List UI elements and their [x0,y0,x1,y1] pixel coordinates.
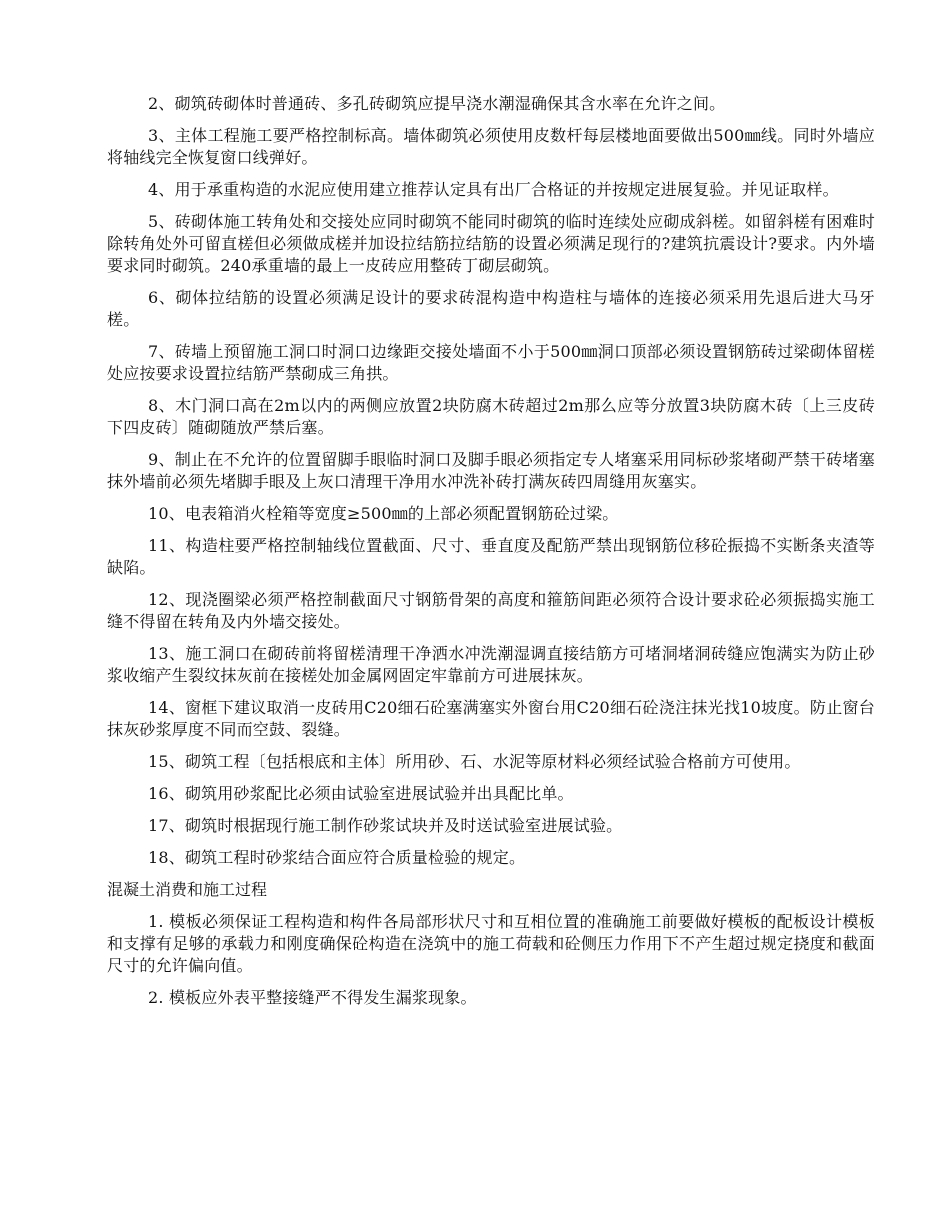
paragraph-item-18: 18、砌筑工程时砂浆结合面应符合质量检验的规定。 [148,848,526,867]
paragraph-item-14: 14、窗框下建议取消一皮砖用C20细石砼塞满塞实外窗台用C20细石砼浇注抹光找10坡度。防止窗台抹灰砂浆厚度不同而空鼓、裂缝。 [107,698,875,739]
paragraph-item-2: 2、砌筑砖砌体时普通砖、多孔砖砌筑应提早浇水潮湿确保其含水率在允许之间。 [148,94,726,113]
paragraph-item-6: 6、砌体拉结筋的设置必须满足设计的要求砖混构造中构造柱与墙体的连接必须采用先退后进大马牙槎。 [107,288,875,329]
paragraph-item-13: 13、施工洞口在砌砖前将留槎清理干净洒水冲洗潮湿调直接结筋方可堵洞堵洞砖缝应饱满实为防止砂浆收缩产生裂纹抹灰前在接槎处加金属网固定牢靠前方可进展抹灰。 [107,644,875,685]
paragraph-item-15: 15、砌筑工程〔包括根底和主体〕所用砂、石、水泥等原材料必须经试验合格前方可使用。 [148,752,801,771]
paragraph-item-9: 9、制止在不允许的位置留脚手眼临时洞口及脚手眼必须指定专人堵塞采用同标砂浆堵砌严禁干砖堵塞抹外墙前必须先堵脚手眼及上灰口清理干净用水冲洗补砖打满灰砖四周缝用灰塞实。 [107,450,875,491]
paragraph-item-7: 7、砖墙上预留施工洞口时洞口边缘距交接处墙面不小于500㎜洞口顶部必须设置钢筋砖过梁砌体留槎处应按要求设置拉结筋严禁砌成三角拱。 [107,342,875,383]
paragraph-item-8: 8、木门洞口高在2m以内的两侧应放置2块防腐木砖超过2m那么应等分放置3块防腐木砖〔上三皮砖下四皮砖〕随砌随放严禁后塞。 [107,396,875,437]
concrete-paragraph-2: 2. 模板应外表平整接缝严不得发生漏浆现象。 [148,988,477,1007]
paragraph-item-3: 3、主体工程施工要严格控制标高。墙体砌筑必须使用皮数杆每层楼地面要做出500㎜线。同时外墙应将轴线完全恢复窗口线弹好。 [107,126,875,167]
concrete-paragraph-1: 1. 模板必须保证工程构造和构件各局部形状尺寸和互相位置的准确施工前要做好模板的配板设计模板和支撑有足够的承载力和刚度确保砼构造在浇筑中的施工荷载和砼侧压力作用下不产生超过规定挠度和截面尺寸的允许偏向值。 [107,912,875,975]
paragraph-item-17: 17、砌筑时根据现行施工制作砂浆试块并及时送试验室进展试验。 [148,816,623,835]
section-heading: 混凝土消费和施工过程 [107,880,268,899]
paragraph-item-5: 5、砖砌体施工转角处和交接处应同时砌筑不能同时砌筑的临时连续处应砌成斜槎。如留斜槎有困难时除转角处外可留直槎但必须做成槎并加设拉结筋拉结筋的设置必须满足现行的?建筑抗震设计?要求。内外墙要求同时砌筑。240承重墙的最上一皮砖应用整砖丁砌层砌筑。 [107,212,875,275]
paragraph-item-11: 11、构造柱要严格控制轴线位置截面、尺寸、垂直度及配筋严禁出现钢筋位移砼振捣不实断条夹渣等缺陷。 [107,536,875,577]
paragraph-item-10: 10、电表箱消火栓箱等宽度≥500㎜的上部必须配置钢筋砼过梁。 [148,504,619,523]
paragraph-item-16: 16、砌筑用砂浆配比必须由试验室进展试验并出具配比单。 [148,784,574,803]
paragraph-item-4: 4、用于承重构造的水泥应使用建立推荐认定具有出厂合格证的并按规定进展复验。并见证取样。 [148,180,839,199]
paragraph-item-12: 12、现浇圈梁必须严格控制截面尺寸钢筋骨架的高度和箍筋间距必须符合设计要求砼必须振捣实施工缝不得留在转角及内外墙交接处。 [107,590,875,631]
document-page [107,93,875,1019]
